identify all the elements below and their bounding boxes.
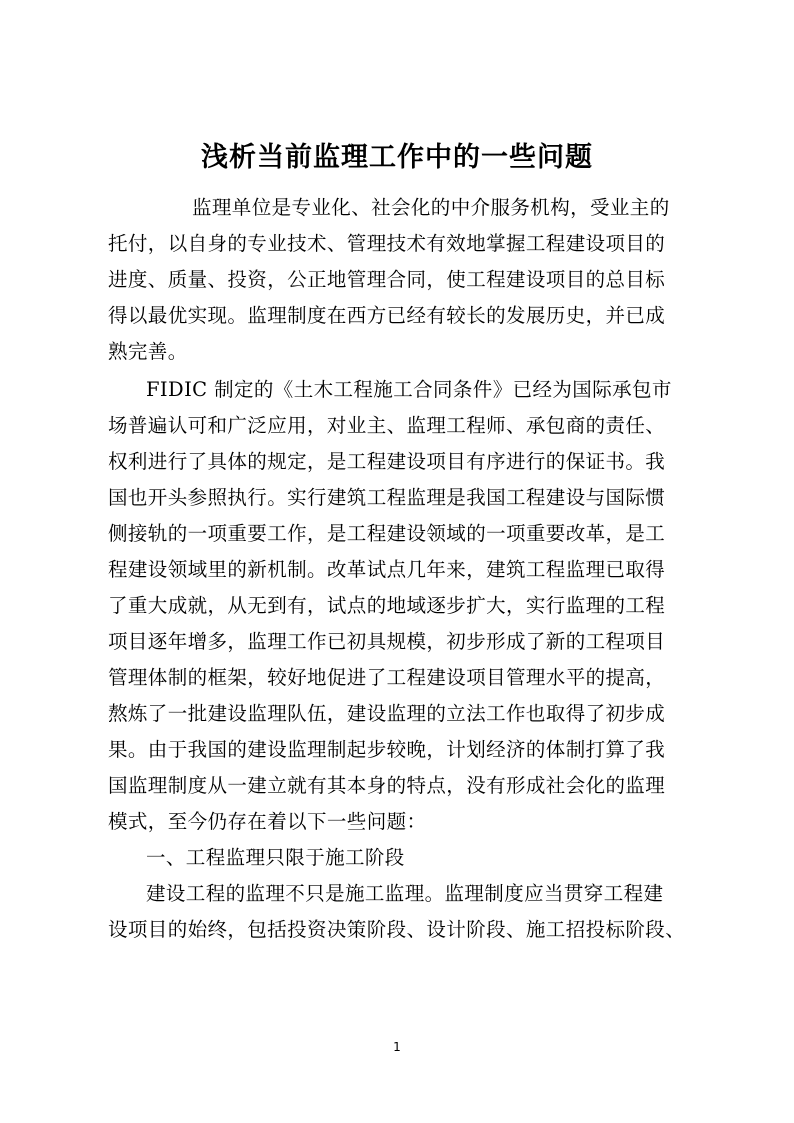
paragraph-2-line-3: 权利进行了具体的规定，是工程建设项目有序进行的保证书。我 — [108, 450, 666, 473]
paragraph-1-line-4: 得以最优实现。监理制度在西方已经有较长的发展历史，并已成 — [108, 304, 666, 327]
document-body — [108, 190, 698, 948]
paragraph-2-line-12: 国监理制度从一建立就有其本身的特点，没有形成社会化的监理 — [108, 774, 666, 797]
section-heading: 一、工程监理只限于施工阶段 — [146, 846, 405, 869]
paragraph-2-line-5: 侧接轨的一项重要工作，是工程建设领域的一项重要改革，是工 — [108, 522, 666, 545]
paragraph-2-line-6: 程建设领域里的新机制。改革试点几年来，建筑工程监理已取得 — [108, 558, 666, 581]
paragraph-3-line-2: 设项目的始终，包括投资决策阶段、设计阶段、施工招投标阶段、 — [108, 918, 686, 941]
document-title: 浅析当前监理工作中的一些问题 — [201, 142, 593, 173]
paragraph-2-line-7: 了重大成就，从无到有，试点的地域逐步扩大，实行监理的工程 — [108, 594, 666, 617]
paragraph-1-line-3: 进度、质量、投资，公正地管理合同，使工程建设项目的总目标 — [108, 268, 666, 291]
paragraph-1-line-1: 监理单位是专业化、社会化的中介服务机构，受业主的 — [192, 196, 670, 219]
paragraph-2-line-4: 国也开头参照执行。实行建筑工程监理是我国工程建设与国际惯 — [108, 486, 666, 509]
paragraph-3-line-1: 建设工程的监理不只是施工监理。监理制度应当贯穿工程建 — [146, 882, 664, 905]
paragraph-2-line-2: 场普遍认可和广泛应用，对业主、监理工程师、承包商的责任、 — [108, 414, 666, 437]
paragraph-2-line-11: 果。由于我国的建设监理制起步较晚，计划经济的体制打算了我 — [108, 738, 666, 761]
paragraph-1-line-2: 托付，以自身的专业技术、管理技术有效地掌握工程建设项目的 — [108, 232, 666, 255]
paragraph-2-line-13: 模式，至今仍存在着以下一些问题： — [108, 810, 427, 833]
paragraph-2-line-1: FIDIC 制定的《土木工程施工合同条件》已经为国际承包市 — [146, 378, 672, 401]
page-number: 1 — [393, 1040, 401, 1054]
paragraph-2-line-10: 熬炼了一批建设监理队伍，建设监理的立法工作也取得了初步成 — [108, 702, 666, 725]
paragraph-1-line-5: 熟完善。 — [108, 340, 188, 363]
paragraph-2-line-9: 管理体制的框架，较好地促进了工程建设项目管理水平的提高， — [108, 666, 666, 689]
paragraph-2-line-8: 项目逐年增多，监理工作已初具规模，初步形成了新的工程项目 — [108, 630, 666, 653]
